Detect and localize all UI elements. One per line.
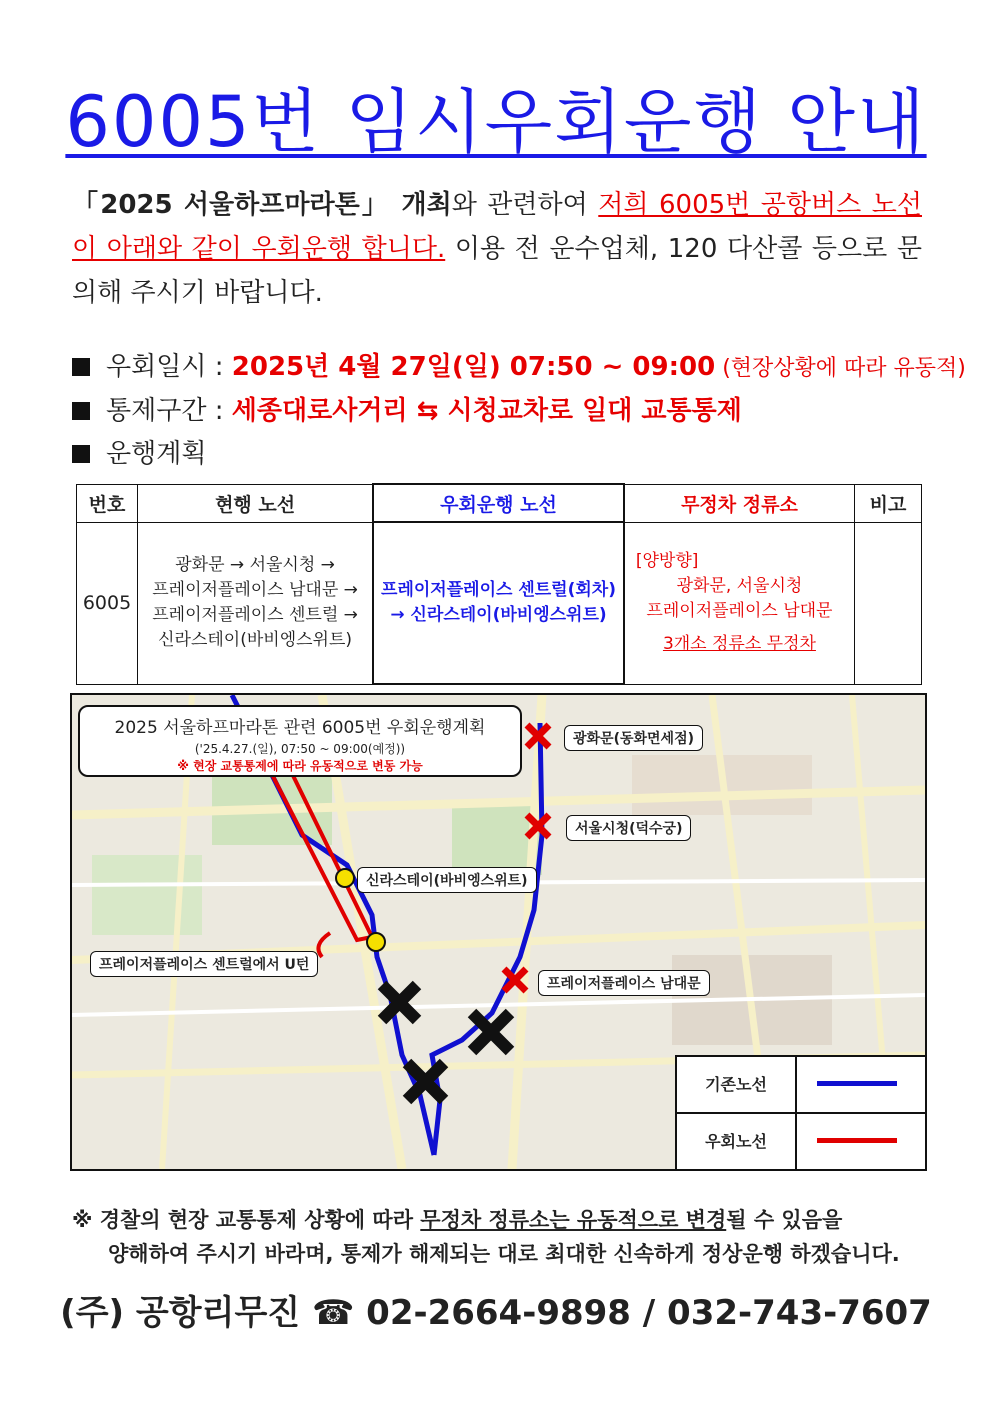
header-skip-stops: 무정차 정류소 xyxy=(624,484,855,522)
current-line: 프레이저플레이스 남대문 → xyxy=(152,580,358,600)
map-box-date: ('25.4.27.(일), 07:50 ~ 09:00(예정)) xyxy=(194,742,406,756)
footer-notice xyxy=(72,1203,922,1271)
legend-detour xyxy=(677,1114,925,1169)
current-line: 프레이저플레이스 센트럴 → xyxy=(152,605,358,625)
header-detour-route: 우회운행 노선 xyxy=(373,484,624,522)
skip-line: 프레이저플레이스 남대문 xyxy=(646,601,833,621)
bullet-date-label: 우회일시 : xyxy=(106,352,232,382)
footer-line-2: 양해하여 주시기 바라며, 통제가 해제되는 대로 최대한 신속하게 정상운행 하겠습니다. xyxy=(108,1242,900,1266)
header-number: 번호 xyxy=(77,484,138,522)
cell-detour-route xyxy=(373,522,624,684)
intro-text: 와 관련하여 xyxy=(451,190,599,220)
cell-current-route xyxy=(137,522,373,684)
skip-tag: [양방향] xyxy=(635,551,699,571)
header-remark: 비고 xyxy=(855,484,922,522)
bullet-section-label: 통제구간 : xyxy=(106,396,232,426)
detour-map xyxy=(70,693,927,1171)
uturn-label: 프레이저플레이스 센트럴에서 U턴 xyxy=(90,951,318,977)
legend-detour-label: 우회노선 xyxy=(677,1114,797,1169)
intro-notice: 저희 6005번 공항버스 노선이 아래와 같이 우회운행 합니다. xyxy=(72,190,922,264)
stop-label-gwanghwamun: 광화문(동화면세점) xyxy=(564,725,703,751)
page-title: 6005번 임시우회운행 안내 xyxy=(65,81,927,163)
stop-marker-icon xyxy=(336,869,354,887)
skip-count: 3개소 정류소 무정차 xyxy=(662,634,816,654)
header-current-route: 현행 노선 xyxy=(137,484,373,522)
footer-emphasis: 무정차 정류소는 유동적으로 변경 xyxy=(420,1208,727,1232)
stop-label-namdaemun: 프레이저플레이스 남대문 xyxy=(538,970,710,996)
cell-number: 6005 xyxy=(77,522,138,684)
footer-text: 될 수 있음을 xyxy=(726,1208,843,1232)
info-bullets xyxy=(72,346,966,476)
map-legend xyxy=(675,1055,925,1169)
map-box-note: ※ 현장 교통통제에 따라 유동적으로 변동 가능 xyxy=(177,759,423,773)
legend-detour-line xyxy=(817,1138,897,1143)
stop-marker-icon xyxy=(367,933,385,951)
footer-line-1 xyxy=(72,1203,922,1237)
bullet-section-value: 세종대로사거리 ⇆ 시청교차로 일대 교통통제 xyxy=(231,396,742,426)
cell-remark xyxy=(855,522,922,684)
intro-paragraph xyxy=(72,183,922,315)
bullet-date-value: 2025년 4월 27일(일) 07:50 ~ 09:00 xyxy=(231,352,716,382)
footer-text: ※ 경찰의 현장 교통통제 상황에 따라 xyxy=(72,1208,421,1232)
bullet-date xyxy=(72,346,966,390)
map-info-box xyxy=(78,705,522,777)
square-bullet-icon xyxy=(72,358,90,376)
skip-line: 광화문, 서울시청 xyxy=(676,576,803,596)
intro-contact: 이용 전 운수업체, 120 다산콜 등으로 문의해 주시기 바랍니다. xyxy=(72,234,922,308)
bullet-section xyxy=(72,390,942,433)
current-line: 신라스테이(바비엥스위트) xyxy=(158,630,353,650)
square-bullet-icon xyxy=(72,402,90,420)
bullet-plan xyxy=(72,433,942,476)
bullet-date-note: (현장상황에 따라 유동적) xyxy=(715,356,966,381)
route-plan-table xyxy=(76,483,922,685)
current-line: 광화문 → 서울시청 → xyxy=(175,555,335,575)
legend-existing-label: 기존노선 xyxy=(677,1057,797,1112)
stop-label-city-hall: 서울시청(덕수궁) xyxy=(566,815,691,841)
company-contact: (주) 공항리무진 ☎ 02-2664-9898 / 032-743-7607 xyxy=(60,1293,932,1333)
legend-existing xyxy=(677,1057,925,1114)
square-bullet-icon xyxy=(72,445,90,463)
intro-event: 「2025 서울하프마라톤」 개최 xyxy=(72,190,452,220)
detour-line: 프레이저플레이스 센트럴(회차) xyxy=(381,580,616,600)
stop-label-shilla-stay: 신라스테이(바비엥스위트) xyxy=(357,867,537,893)
map-box-title: 2025 서울하프마라톤 관련 6005번 우회운행계획 xyxy=(114,718,486,738)
cell-skip-stops xyxy=(624,522,855,684)
legend-existing-line xyxy=(817,1081,897,1086)
bullet-plan-label: 운행계획 xyxy=(106,439,207,469)
detour-line: → 신라스테이(바비엥스위트) xyxy=(390,605,607,625)
